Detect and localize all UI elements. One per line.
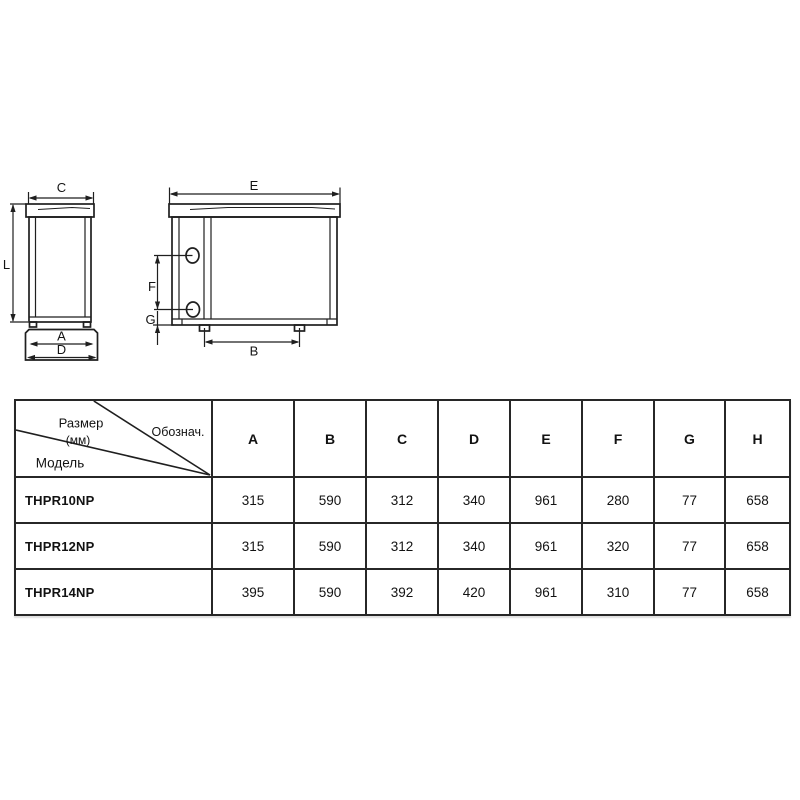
- corner-designation-label: Обознач.: [151, 425, 205, 439]
- dimension-e: [170, 178, 341, 204]
- side-foot-left: [30, 322, 37, 327]
- column-header-c: C: [366, 400, 438, 477]
- column-header-b: B: [294, 400, 366, 477]
- value-cell: 77: [654, 523, 725, 569]
- dim-label-e: E: [249, 178, 259, 193]
- table-corner-cell: [15, 400, 212, 477]
- value-cell: 420: [438, 569, 510, 615]
- table-header-row: [15, 400, 790, 477]
- corner-model-label: Модель: [35, 455, 85, 471]
- value-cell: 340: [438, 477, 510, 523]
- technical-drawing: [0, 178, 360, 373]
- table-row-thpr12np: [15, 523, 790, 569]
- dimension-f: [148, 256, 193, 310]
- model-name-cell: THPR10NP: [15, 477, 212, 523]
- side-cap-seam: [38, 208, 90, 210]
- value-cell: 315: [212, 523, 294, 569]
- value-cell: 320: [582, 523, 654, 569]
- value-cell: 961: [510, 523, 582, 569]
- side-view: [3, 180, 98, 360]
- dim-label-f: F: [148, 279, 156, 294]
- dimension-c: [29, 180, 94, 204]
- corner-size-unit: (мм): [65, 433, 91, 447]
- value-cell: 590: [294, 523, 366, 569]
- value-cell: 961: [510, 477, 582, 523]
- dim-label-b: B: [249, 343, 259, 359]
- value-cell: 340: [438, 523, 510, 569]
- value-cell: 395: [212, 569, 294, 615]
- front-top-cap: [169, 204, 340, 217]
- value-cell: 392: [366, 569, 438, 615]
- dimensions-table: [14, 399, 791, 616]
- value-cell: 590: [294, 569, 366, 615]
- value-cell: 77: [654, 569, 725, 615]
- value-cell: 590: [294, 477, 366, 523]
- dim-label-d: D: [56, 342, 67, 357]
- dimension-l: [3, 204, 28, 322]
- column-header-a: A: [212, 400, 294, 477]
- dimension-b: [205, 328, 300, 359]
- table-row-thpr10np: [15, 477, 790, 523]
- dim-label-a: A: [57, 328, 66, 344]
- value-cell: 280: [582, 477, 654, 523]
- value-cell: 658: [725, 477, 790, 523]
- side-top-cap: [26, 204, 94, 217]
- value-cell: 312: [366, 477, 438, 523]
- value-cell: 77: [654, 477, 725, 523]
- side-panel-lines: [29, 217, 91, 317]
- column-header-d: D: [438, 400, 510, 477]
- value-cell: 310: [582, 569, 654, 615]
- front-body: [172, 217, 337, 325]
- dim-label-l: L: [2, 257, 11, 272]
- table-row-thpr14np: [15, 569, 790, 615]
- value-cell: 315: [212, 477, 294, 523]
- value-cell: 961: [510, 569, 582, 615]
- dim-label-c: C: [56, 180, 67, 195]
- column-header-f: F: [582, 400, 654, 477]
- value-cell: 312: [366, 523, 438, 569]
- dimension-g: [145, 311, 174, 345]
- column-header-h: H: [725, 400, 790, 477]
- value-cell: 658: [725, 569, 790, 615]
- front-panel-lines: [172, 217, 337, 325]
- dim-label-g: G: [145, 312, 156, 327]
- model-name-cell: THPR14NP: [15, 569, 212, 615]
- corner-size-label: Размер: [58, 415, 104, 431]
- column-header-e: E: [510, 400, 582, 477]
- front-cap-seam: [190, 208, 335, 210]
- front-view: [145, 178, 340, 359]
- side-foot-right: [84, 322, 91, 327]
- side-body: [29, 217, 91, 322]
- column-header-g: G: [654, 400, 725, 477]
- value-cell: 658: [725, 523, 790, 569]
- model-name-cell: THPR12NP: [15, 523, 212, 569]
